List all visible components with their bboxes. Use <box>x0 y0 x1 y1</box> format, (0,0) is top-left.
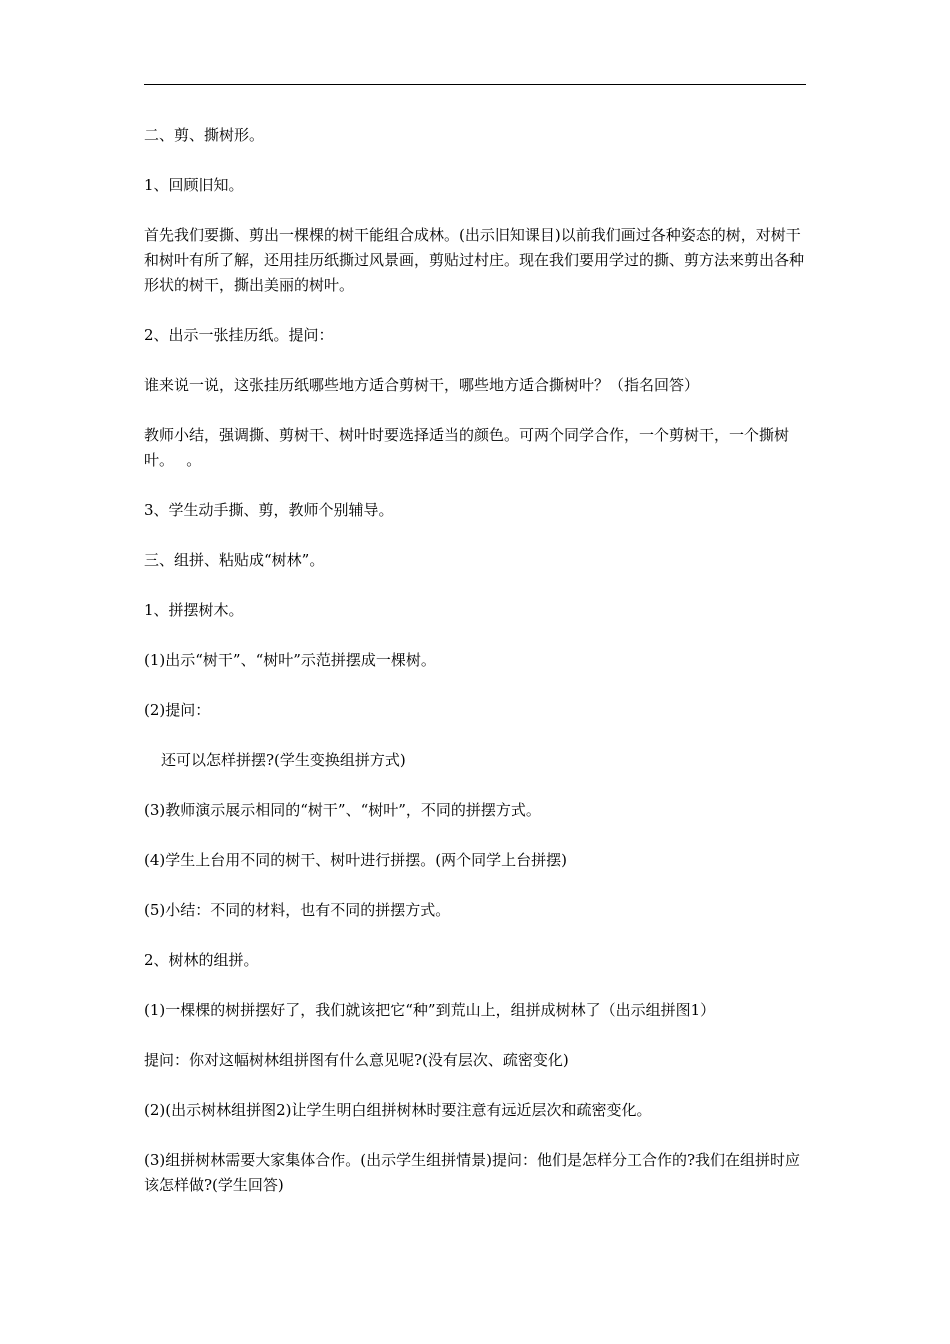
list-item-2: (2)提问： <box>144 701 211 719</box>
step-review: 1、回顾旧知。 <box>144 176 244 194</box>
list-item-3: (3)教师演示展示相同的“树干”、“树叶”，不同的拼摆方式。 <box>144 801 541 819</box>
step-show-paper: 2、出示一张挂历纸。提问： <box>144 326 334 344</box>
paragraph-forest-question: 提问：你对这幅树林组拼图有什么意见呢?(没有层次、疏密变化) <box>144 1051 569 1069</box>
forest-item-3: (3)组拼树林需要大家集体合作。(出示学生组拼情景)提问：他们是怎样分工合作的?我们在组拼时应该怎样做?(学生回答) <box>144 1151 800 1194</box>
header-rule <box>144 84 806 85</box>
forest-item-1: (1)一棵棵的树拼摆好了，我们就该把它“种”到荒山上，组拼成树林了（出示组拼图1） <box>144 1001 716 1019</box>
list-item-5: (5)小结：不同的材料，也有不同的拼摆方式。 <box>144 901 451 919</box>
section-heading-forest: 三、组拼、粘贴成“树林”。 <box>144 551 325 569</box>
list-item-1: (1)出示“树干”、“树叶”示范拼摆成一棵树。 <box>144 651 436 669</box>
list-item-4: (4)学生上台用不同的树干、树叶进行拼摆。(两个同学上台拼摆) <box>144 851 567 869</box>
paragraph-intro: 首先我们要撕、剪出一棵棵的树干能组合成林。(出示旧知课目)以前我们画过各种姿态的树，对树干和树叶有所了解，还用挂历纸撕过风景画，剪贴过村庄。现在我们要用学过的撕、剪方法来剪出各种形状的树干，撕出美丽的树叶。 <box>144 226 805 294</box>
paragraph-teacher-summary: 教师小结，强调撕、剪树干、树叶时要选择适当的颜色。可两个同学合作，一个剪树干，一个撕树叶。 。 <box>144 426 790 469</box>
step-arrange-trees: 1、拼摆树木。 <box>144 601 244 619</box>
section-heading-cut-tear: 二、剪、撕树形。 <box>144 126 265 144</box>
paragraph-question: 谁来说一说，这张挂历纸哪些地方适合剪树干，哪些地方适合撕树叶？（指名回答） <box>144 376 700 394</box>
forest-item-2: (2)(出示树林组拼图2)让学生明白组拼树林时要注意有远近层次和疏密变化。 <box>144 1101 652 1119</box>
step-forest-assembly: 2、树林的组拼。 <box>144 951 259 969</box>
step-student-practice: 3、学生动手撕、剪，教师个别辅导。 <box>144 501 394 519</box>
document-body <box>144 123 810 1223</box>
paragraph-indented-question: 还可以怎样拼摆?(学生变换组拼方式) <box>161 751 406 769</box>
